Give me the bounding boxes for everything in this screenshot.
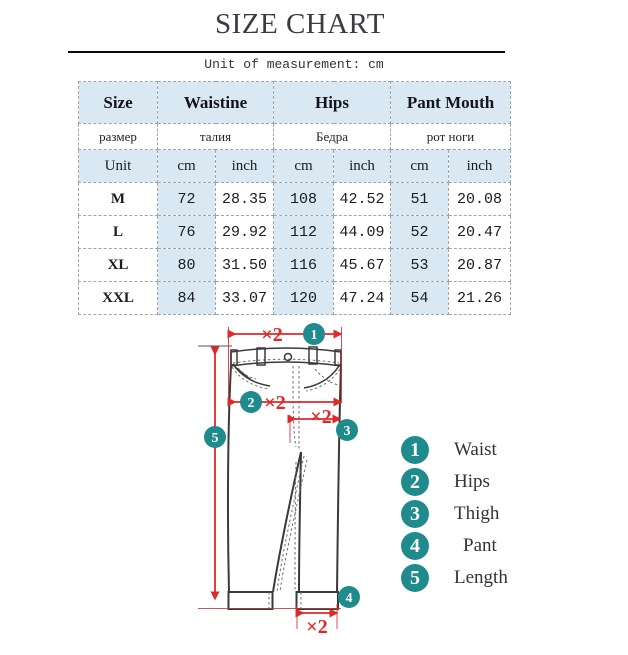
value-cell: 120 <box>274 282 334 315</box>
jeans-sketch <box>228 347 341 609</box>
legend-number-badge: 3 <box>401 500 429 528</box>
unit-cell: cm <box>158 150 216 183</box>
size-label: L <box>79 216 158 249</box>
pant-multiplier-label: ×2 <box>306 616 328 638</box>
page-title: SIZE CHART <box>214 8 385 40</box>
value-cell: 20.47 <box>449 216 511 249</box>
legend-label: Waist <box>454 439 497 460</box>
waist-measure <box>229 323 342 403</box>
unit-cell: Unit <box>79 150 158 183</box>
thigh-measure <box>290 406 358 443</box>
marker-number: 5 <box>211 431 219 446</box>
legend-label: Length <box>454 567 508 588</box>
header-waistine-ru: талия <box>158 124 274 150</box>
value-cell: 53 <box>391 249 449 282</box>
legend-item-length <box>401 564 508 592</box>
value-cell: 21.26 <box>449 282 511 315</box>
header-hips: Hips <box>274 82 391 124</box>
value-cell: 29.92 <box>216 216 274 249</box>
header-waistine: Waistine <box>158 82 274 124</box>
value-cell: 54 <box>391 282 449 315</box>
marker-number: 1 <box>310 328 318 343</box>
legend-label: Pant <box>463 535 497 556</box>
unit-cell: inch <box>449 150 511 183</box>
value-cell: 84 <box>158 282 216 315</box>
header-hips-ru: Бедра <box>274 124 391 150</box>
marker-number: 2 <box>247 396 255 411</box>
measurement-legend <box>401 436 508 596</box>
unit-cell: inch <box>334 150 391 183</box>
value-cell: 52 <box>391 216 449 249</box>
header-pant-mouth-ru: рот ноги <box>391 124 511 150</box>
unit-cell: cm <box>391 150 449 183</box>
size-label: M <box>79 183 158 216</box>
value-cell: 28.35 <box>216 183 274 216</box>
value-cell: 47.24 <box>334 282 391 315</box>
unit-cell: cm <box>274 150 334 183</box>
legend-label: Hips <box>454 471 490 492</box>
left-cuff <box>229 592 273 609</box>
value-cell: 80 <box>158 249 216 282</box>
marker-number: 3 <box>343 424 351 439</box>
legend-item-hips <box>401 468 508 496</box>
legend-number-badge: 1 <box>401 436 429 464</box>
legend-item-waist <box>401 436 508 464</box>
header-pant-mouth: Pant Mouth <box>391 82 511 124</box>
value-cell: 51 <box>391 183 449 216</box>
legend-item-pant <box>401 532 508 560</box>
pant-mouth-measure <box>297 586 360 638</box>
size-label: XL <box>79 249 158 282</box>
jeans-left-inner-seam <box>273 452 301 592</box>
right-cuff <box>297 592 339 609</box>
value-cell: 72 <box>158 183 216 216</box>
legend-number-badge: 2 <box>401 468 429 496</box>
hips-multiplier-label: ×2 <box>264 392 286 414</box>
value-cell: 33.07 <box>216 282 274 315</box>
value-cell: 76 <box>158 216 216 249</box>
legend-item-thigh <box>401 500 508 528</box>
value-cell: 42.52 <box>334 183 391 216</box>
legend-number-badge: 4 <box>401 532 429 560</box>
value-cell: 45.67 <box>334 249 391 282</box>
legend-label: Thigh <box>454 503 500 524</box>
value-cell: 108 <box>274 183 334 216</box>
legend-number-badge: 5 <box>401 564 429 592</box>
value-cell: 112 <box>274 216 334 249</box>
header-size: Size <box>79 82 158 124</box>
size-label: XXL <box>79 282 158 315</box>
waist-multiplier-label: ×2 <box>261 324 283 346</box>
marker-number: 4 <box>345 591 353 606</box>
value-cell: 20.87 <box>449 249 511 282</box>
value-cell: 31.50 <box>216 249 274 282</box>
value-cell: 20.08 <box>449 183 511 216</box>
waistband <box>231 348 341 366</box>
fly-stitching <box>293 366 296 447</box>
unit-of-measurement-note: Unit of measurement: cm <box>204 57 384 72</box>
value-cell: 44.09 <box>334 216 391 249</box>
header-size-ru: размер <box>79 124 158 150</box>
unit-cell: inch <box>216 150 274 183</box>
jeans-right-outer-seam <box>337 366 341 592</box>
thigh-multiplier-label: ×2 <box>310 406 332 428</box>
value-cell: 116 <box>274 249 334 282</box>
